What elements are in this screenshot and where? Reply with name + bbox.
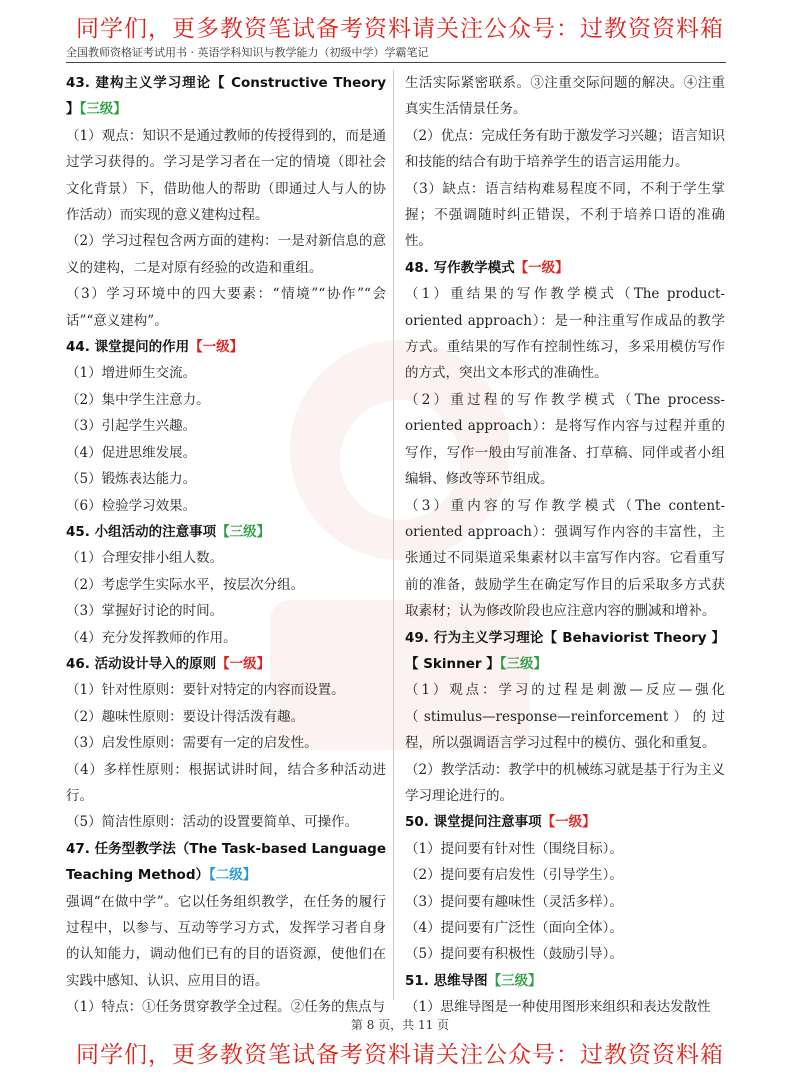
paragraph: （1）增进师生交流。 [66, 365, 197, 382]
column-divider [393, 70, 394, 1000]
paragraph: （2）趣味性原则：要设计得活泼有趣。 [66, 708, 305, 725]
paragraph: （5）提问要有积极性（鼓励引导）。 [405, 946, 623, 963]
level-tag: 【一级】 [541, 814, 596, 831]
paragraph: （1）观点：知识不是通过教师的传授得到的，而是通过学习获得的。学习是学习者在一定的情境（即社会文化背景）下，借助他人的帮助（即通过人与人的协作活动）而实现的意义建构过程。 [66, 127, 386, 224]
paragraph: （1）特点：①任务贯穿教学全过程。②任务的焦点与 [66, 999, 386, 1016]
level-tag: 【三级】 [216, 523, 271, 540]
section-heading [405, 255, 725, 281]
paragraph: （5）简洁性原则：活动的设置要简单、可操作。 [66, 814, 359, 831]
section-heading [405, 625, 725, 678]
paragraph: （2）学习过程包含两方面的建构：一是对新信息的意义的建构，二是对原有经验的改造和重组。 [66, 233, 386, 276]
level-tag: 【三级】 [79, 101, 127, 118]
paragraph: （2）集中学生注意力。 [66, 391, 210, 408]
paragraph: 强调“在做中学”。它以任务组织教学，在任务的履行过程中，以参与、互动等学习方式，发挥学习者自身的认知能力，调动他们已有的目的语资源，使他们在实践中感知、认识、应用目的语。 [66, 893, 386, 989]
paragraph: （2）重过程的写作教学模式（The process-oriented approach）：是将写作内容与过程并重的写作，写作一般由写前准备、打草稿、同伴或者小组编辑、修改等环节组成。 [405, 391, 725, 488]
paragraph: （1）针对性原则：要针对特定的内容而设置。 [66, 682, 345, 699]
paragraph: （4）充分发挥教师的作用。 [66, 629, 237, 646]
paragraph: （1）重结果的写作教学模式（The product-oriented approach）：是一种注重写作成品的教学方式。重结果的写作有控制性练习，多采用模仿写作的方式，突出文本形式的准确性。 [405, 286, 725, 382]
section-title: 46. 活动设计导入的原则 [66, 655, 217, 672]
paragraph: （6）检验学习效果。 [66, 497, 197, 514]
paragraph: （3）学习环境中的四大要素：“情境”“协作”“会话”“意义建构”。 [66, 286, 386, 329]
paragraph: （1）提问要有针对性（围绕目标）。 [405, 840, 623, 857]
paragraph: （3）启发性原则：需要有一定的启发性。 [66, 735, 318, 752]
section-title: 47. 任务型教学法（The Task-based Language Teaching Method） [66, 840, 386, 884]
section-heading [66, 70, 386, 123]
header-rule [66, 62, 726, 63]
section-title: 49. 行为主义学习理论【 Behaviorist Theory 】【 Skinner 】 [405, 629, 725, 672]
section-heading [405, 809, 725, 835]
level-tag: 【一级】 [189, 339, 244, 356]
section-heading [66, 334, 386, 360]
paragraph: （4）多样性原则：根据试讲时间，结合多种活动进行。 [66, 761, 386, 804]
section-heading [66, 836, 386, 889]
paragraph: （2）考虑学生实际水平，按层次分组。 [66, 576, 305, 593]
section-title: 44. 课堂提问的作用 [66, 339, 190, 356]
section-title: 45. 小组活动的注意事项 [66, 523, 217, 540]
level-tag: 【一级】 [514, 259, 569, 276]
paragraph: （2）优点：完成任务有助于激发学习兴趣；语言知识和技能的结合有助于培养学生的语言运用能力。 [405, 127, 725, 171]
paragraph: （1）观点：学习的过程是刺激—反应—强化（stimulus—response—reinforcement）的过程，所以强调语言学习过程中的模仿、强化和重复。 [405, 682, 725, 752]
top-banner: 同学们，更多教资笔试备考资料请关注公众号：过教资资料箱 [76, 16, 724, 42]
section-heading [405, 968, 725, 994]
paragraph: （1）思维导图是一种使用图形来组织和表达发散性 [405, 999, 711, 1016]
bottom-banner: 同学们，更多教资笔试备考资料请关注公众号：过教资资料箱 [76, 1042, 724, 1068]
paragraph: （3）重内容的写作教学模式（The content-oriented approach）：强调写作内容的丰富性，主张通过不同渠道采集素材以丰富写作内容。它看重写前的准备，鼓励学生在确定写作目的后采取多方式获取素材；认为修改阶段也应注意内容的删减和增补。 [405, 497, 725, 620]
section-heading [66, 519, 386, 545]
paragraph: 生活实际紧密联系。③注重交际问题的解决。④注重真实生活情景任务。 [405, 75, 725, 118]
level-tag: 【三级】 [499, 655, 548, 672]
left-column [66, 70, 386, 1021]
section-title: 48. 写作教学模式 [405, 259, 515, 276]
page-number: 第 8 页，共 11 页 [350, 1018, 450, 1032]
paragraph: （3）引起学生兴趣。 [66, 418, 197, 435]
paragraph: （2）教学活动：教学中的机械练习就是基于行为主义学习理论进行的。 [405, 761, 725, 804]
paragraph: （3）缺点：语言结构难易程度不同，不利于学生掌握；不强调随时纠正错误，不利于培养口语的准确性。 [405, 180, 725, 250]
section-heading [66, 651, 386, 677]
paragraph: （5）锻炼表达能力。 [66, 471, 197, 488]
paragraph: （4）提问要有广泛性（面向全体）。 [405, 920, 623, 936]
paragraph: （1）合理安排小组人数。 [66, 550, 224, 567]
paragraph: （3）掌握好讨论的时间。 [66, 603, 224, 620]
level-tag: 【三级】 [487, 972, 542, 989]
right-column [405, 70, 725, 1021]
paragraph: （4）促进思维发展。 [66, 444, 197, 461]
paragraph: （2）提问要有启发性（引导学生）。 [405, 867, 623, 884]
section-title: 50. 课堂提问注意事项 [405, 814, 542, 831]
book-subtitle: 全国教师资格证考试用书 · 英语学科知识与教学能力（初级中学）学霸笔记 [66, 46, 429, 59]
level-tag: 【二级】 [209, 867, 257, 884]
paragraph: （3）提问要有趣味性（灵活多样）。 [405, 893, 623, 910]
section-title: 51. 思维导图 [405, 972, 488, 989]
level-tag: 【一级】 [216, 655, 271, 672]
section-title: 43. 建构主义学习理论【 Constructive Theory 】 [66, 75, 386, 118]
